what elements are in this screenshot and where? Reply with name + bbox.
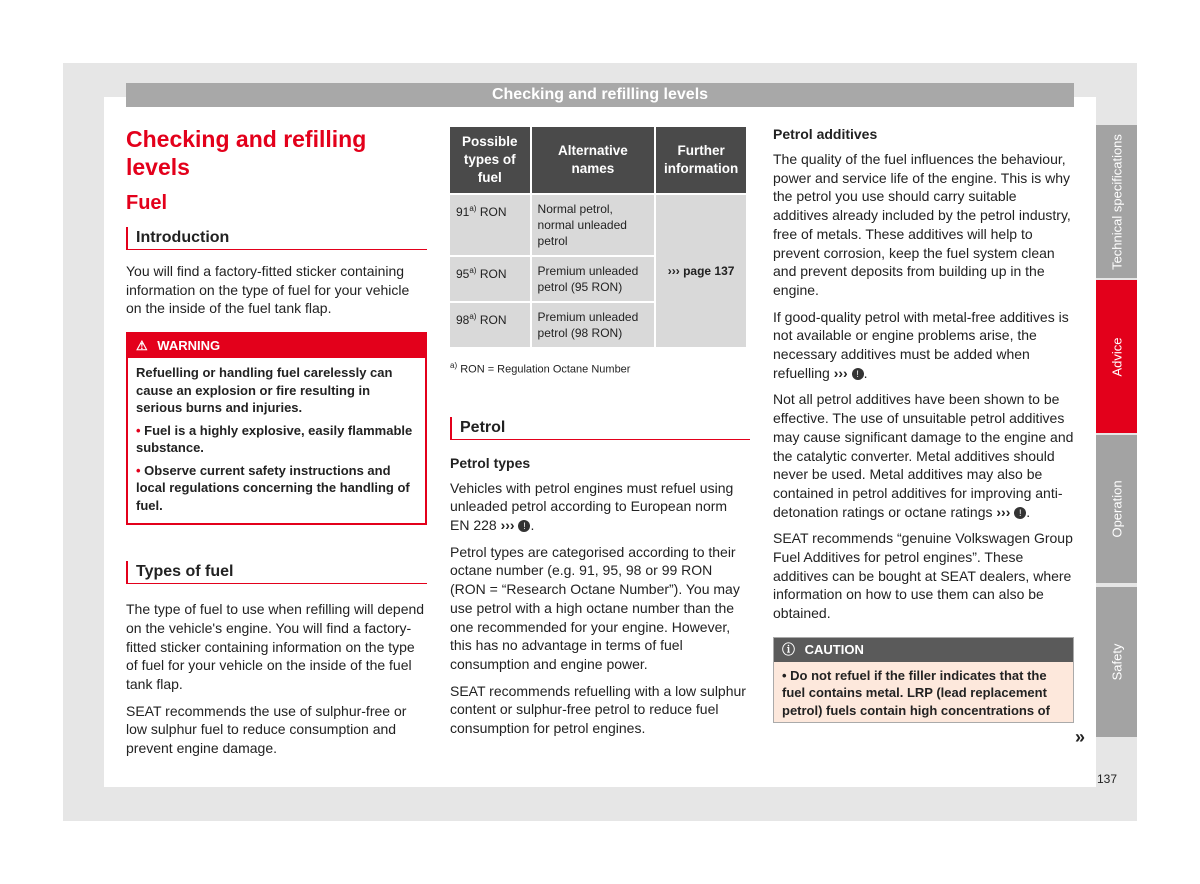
types-text-1: The type of fuel to use when refilling will depend on the vehicle's engine. You will find a factory-fitted sticker containing information on the type of fuel for your vehicle on the inside of the fuel tank flap. <box>126 601 425 692</box>
tab-label: Advice <box>1109 336 1124 377</box>
types-text-2: SEAT recommends the use of sulphur-free or low sulphur fuel to reduce consumption and prevent engine damage. <box>126 702 407 757</box>
tab-label: Safety <box>1109 643 1124 681</box>
heading-petrol: Petrol <box>450 417 750 440</box>
caution-box <box>773 637 1074 724</box>
column-middle <box>450 125 750 746</box>
additives-text-3: Not all petrol additives have been shown to be effective. The use of unsuitable petrol additives may cause significant damage to the engine and the catalytic converter. Metal additives should never be used. Metal additives may also be contained in petrol additives for improving anti-detonation ratings or octane ratings ››› ! . <box>773 391 1074 520</box>
caution-bullet: • Do not refuel if the filler indicates that the fuel contains metal. LRP (lead replacement petrol) fuels contain high concentrations of <box>782 667 1050 718</box>
column-header: Further information <box>656 127 746 193</box>
page-header: Checking and refilling levels <box>126 83 1074 107</box>
alt-name-cell: Normal petrol, normal unleaded petrol <box>532 195 655 255</box>
warning-label: WARNING <box>157 338 221 354</box>
petrol-text-2: Petrol types are categorised according to their octane number (e.g. 91, 95, 98 or 99 RON (RON = “Research Octane Number”). You may use petrol with a high octane number than the one recommended for your engine. However, this has no advantage in terms of fuel consumption and engine power. <box>450 543 740 672</box>
cross-reference-link[interactable]: ››› <box>833 364 848 381</box>
tab-operation[interactable] <box>1096 435 1137 583</box>
column-header: Alternative names <box>532 127 655 193</box>
table-header-row <box>450 127 746 193</box>
caution-label: CAUTION <box>804 641 864 657</box>
fuel-type-cell: 98$^{a)}$ RON <box>450 303 530 347</box>
warning-header <box>128 334 425 358</box>
petrol-text-3: SEAT recommends refuelling with a low sulphur content or sulphur-free petrol to reduce fuel consumption for petrol engines. <box>450 682 746 737</box>
table-row <box>450 195 746 255</box>
caution-info-icon: ⓘ <box>782 641 796 657</box>
caution-header <box>774 638 1073 662</box>
warning-circle-icon: ! <box>518 520 530 532</box>
tab-advice[interactable] <box>1096 280 1137 433</box>
continue-arrow-icon: » <box>1075 727 1086 747</box>
cross-reference-link[interactable]: ››› <box>500 517 515 534</box>
warning-text: Refuelling or handling fuel carelessly can cause an explosion or fire resulting in serious burns and injuries. <box>136 365 393 416</box>
additives-text-1: The quality of the fuel influences the behaviour, power and service life of the engine. This is why the petrol you use should carry suitable additives already included by the petrol industry, free of metals. These additives will help to prevent corrosion, keep the fuel system clean and prevent deposits from building up in the engine. <box>773 151 1071 298</box>
heading-petrol-types: Petrol types <box>450 454 531 471</box>
heading-introduction: Introduction <box>126 227 427 250</box>
column-header: Possible types of fuel <box>450 127 530 193</box>
additives-text-2: If good-quality petrol with metal-free additives is not available or engine problems arise, the necessary additives must be added when refuelling ››› ! . <box>773 308 1069 381</box>
column-left <box>126 125 427 766</box>
warning-body <box>128 358 425 523</box>
tab-technical-specifications[interactable] <box>1096 125 1137 278</box>
petrol-text-1: Vehicles with petrol engines must refuel using unleaded petrol according to European norm EN 228 ››› ! . <box>450 479 734 534</box>
page-number: 137 <box>1097 772 1118 786</box>
fuel-types-table <box>448 125 748 349</box>
intro-text: You will find a factory-fitted sticker containing information on the type of fuel for your vehicle on the inside of the fuel tank flap. <box>126 263 410 317</box>
page-title: Checking and refilling levels <box>126 126 367 180</box>
section-title-fuel: Fuel <box>126 192 168 214</box>
caution-body <box>774 662 1073 723</box>
tab-label: Technical specifications <box>1109 133 1124 270</box>
additives-text-4: SEAT recommends “genuine Volkswagen Group Fuel Additives for petrol engines”. These additives can be bought at SEAT dealers, where information on how to use them can also be obtained. <box>773 530 1073 622</box>
warning-triangle-icon: ⚠ <box>136 338 148 354</box>
column-right <box>773 125 1074 723</box>
warning-bullet: • Observe current safety instructions and local regulations concerning the handling of fuel. <box>136 462 410 513</box>
page-reference-link[interactable]: ››› page 137 <box>656 195 746 347</box>
warning-circle-icon: ! <box>1014 507 1026 519</box>
tab-safety[interactable] <box>1096 587 1137 737</box>
warning-box <box>126 332 427 525</box>
cross-reference-link[interactable]: ››› <box>996 503 1011 520</box>
fuel-type-cell: 95$^{a)}$ RON <box>450 257 530 301</box>
warning-circle-icon: ! <box>852 368 864 380</box>
tab-label: Operation <box>1109 480 1124 538</box>
fuel-type-cell: 91$^{a)}$ RON <box>450 195 530 255</box>
alt-name-cell: Premium unleaded petrol (95 RON) <box>532 257 655 301</box>
table-footnote: $^{a)}$ RON = Regulation Octane Number <box>450 361 631 376</box>
alt-name-cell: Premium unleaded petrol (98 RON) <box>532 303 655 347</box>
heading-types-of-fuel: Types of fuel <box>126 561 427 584</box>
warning-bullet: • Fuel is a highly explosive, easily flammable substance. <box>136 422 413 456</box>
bullet-icon: • <box>136 422 145 438</box>
bullet-icon: • <box>136 462 145 478</box>
heading-petrol-additives: Petrol additives <box>773 126 878 142</box>
